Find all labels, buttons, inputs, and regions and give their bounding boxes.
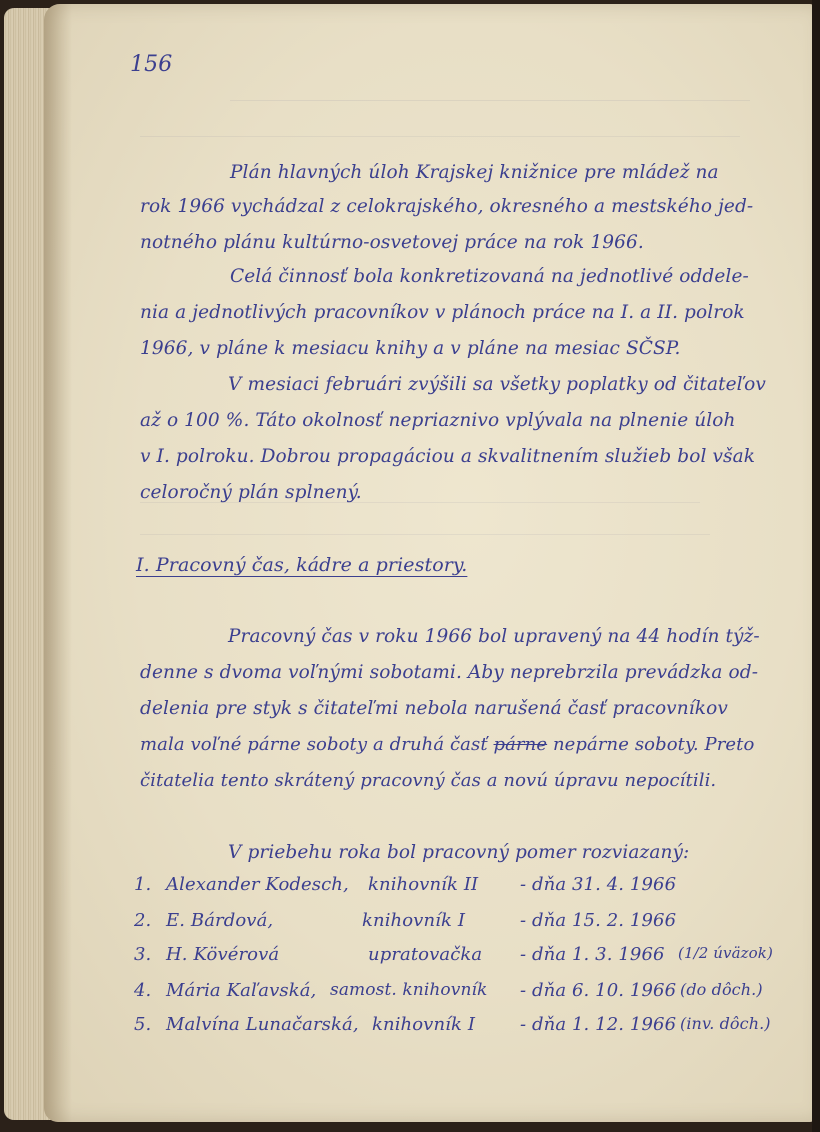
staff-name: E. Bárdová, [166,910,274,931]
staff-role: samost. knihovník [330,980,488,1000]
item-number: 5. [134,1014,152,1035]
termination-date: - dňa 31. 4. 1966 [520,874,677,895]
section-heading: I. Pracovný čas, kádre a priestory. [136,554,468,576]
staff-note: (do dôch.) [680,980,763,999]
item-number: 3. [134,944,152,965]
termination-date: - dňa 15. 2. 1966 [520,910,677,931]
text-segment: mala voľné párne soboty a druhá časť [140,734,488,755]
text-line: Plán hlavných úloh Krajskej knižnice pre mládež na [230,162,719,183]
staff-note: (inv. dôch.) [680,1014,771,1033]
text-line: denne s dvoma voľnými sobotami. Aby neprebrzila prevádzka od- [140,662,759,683]
termination-date: - dňa 6. 10. 1966 [520,980,677,1001]
staff-role: knihovník I [372,1014,476,1035]
page-gutter-shadow [44,4,72,1122]
termination-date: - dňa 1. 3. 1966 [520,944,665,965]
staff-role: knihovník II [368,874,479,895]
text-line: nia a jednotlivých pracovníkov v plánoch práce na I. a II. polrok [140,302,745,323]
staff-name: Alexander Kodesch, [166,874,349,895]
text-line: Pracovný čas v roku 1966 bol upravený na 44 hodín týž- [228,626,760,647]
bleed-through-shadow [140,520,710,535]
text-line: čitatelia tento skrátený pracovný čas a novú úpravu nepocítili. [140,770,717,791]
staff-note: (1/2 úväzok) [678,944,773,962]
bleed-through-shadow [230,86,750,101]
page-number: 156 [130,52,173,77]
text-line: Celá činnosť bola konkretizovaná na jednotlivé oddele- [230,266,749,287]
item-number: 2. [134,910,152,931]
item-number: 4. [134,980,152,1001]
text-line: celoročný plán splnený. [140,482,362,503]
termination-date: - dňa 1. 12. 1966 [520,1014,677,1035]
text-line: 1966, v pláne k mesiacu knihy a v pláne na mesiac SČSP. [140,338,681,359]
item-number: 1. [134,874,152,895]
struck-word: párne [493,734,548,755]
text-line: notného plánu kultúrno-osvetovej práce na rok 1966. [140,232,644,253]
list-intro: V priebehu roka bol pracovný pomer rozviazaný: [228,842,690,863]
text-line: až o 100 %. Táto okolnosť nepriaznivo vplývala na plnenie úloh [140,410,736,431]
text-line: V mesiaci februári zvýšili sa všetky poplatky od čitateľov [228,374,766,395]
staff-name: Mária Kaľavská, [166,980,317,1001]
text-line: delenia pre styk s čitateľmi nebola narušená časť pracovníkov [140,698,728,719]
staff-name: H. Kövérová [166,944,280,965]
staff-name: Malvína Lunačarská, [166,1014,359,1035]
staff-role: knihovník I [362,910,466,931]
text-segment: nepárne soboty. Preto [552,734,755,755]
text-line [140,734,754,755]
right-border [812,0,820,1132]
bleed-through-shadow [140,122,740,137]
text-line: v I. polroku. Dobrou propagáciou a skvalitnením služieb bol však [140,446,756,467]
text-line: rok 1966 vychádzal z celokrajského, okresného a mestského jed- [140,196,754,217]
staff-role: upratovačka [368,944,483,965]
